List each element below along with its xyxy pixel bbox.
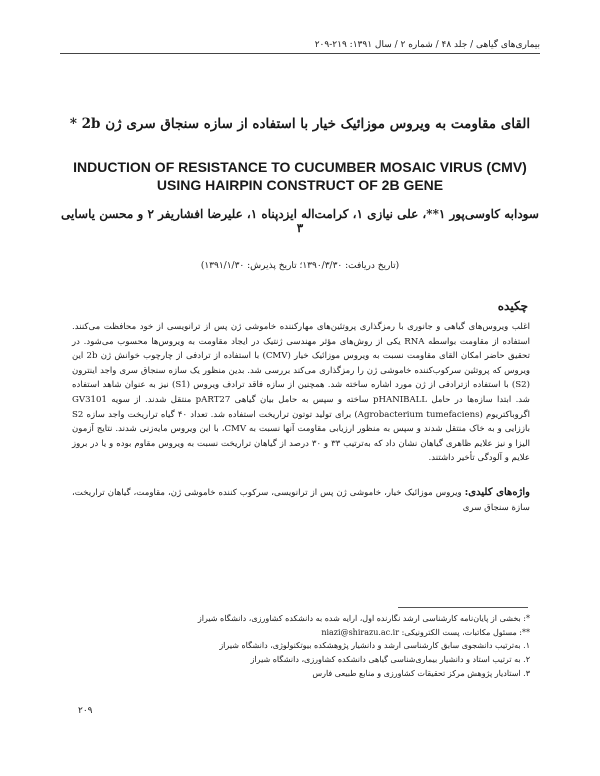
keywords-label: واژه‌های کلیدی: — [464, 487, 530, 498]
keywords-list: ویروس موزائیک خیار، خاموشی ژن پس از ترانویسی، سرکوب کننده خاموشی ژن، مقاومت، گیاهان تراریخت، سازة سنجاق سری — [72, 488, 530, 513]
page-number: ۲۰۹ — [78, 706, 93, 716]
abstract-heading: چکیده — [497, 299, 528, 313]
persian-title: القای مقاومت به ویروس موزائیک خیار با استفاده از سازه سنجاق سری ژن 2b * — [69, 116, 531, 132]
abstract-body: اغلب ویروس‌های گیاهی و جانوری با رمزگذاری پروتئین‌های مهارکننده خاموشی ژن پس از ترانویسی از خود محافظت می‌کنند. استفاده از مقاومت بواسطه RNA یکی از روش‌های مؤثر مهندسی ژنتیک در ایجاد مقاومت به ویروس‌ها محسوب می‌شود. در تحقیق حاضر امکان القای مقاومت نسبت به ویروس موزائیک خیار (CMV) با استفاده از ترادفی از چارچوب خوانش ژن 2b این ویروس که پروتئین سرکوب‌کننده خاموشی ژن را رمزگذاری می‌کند بررسی شد. بدین منظور یک سازه سنجاق سری واجد اینترون (S2) با استفاده ازترادفی از ژن مورد اشاره ساخته شد. همچنین از سازه فاقد ترادف ویروس (S1) نیز به عنوان شاهد استفاده شد. ابتدا سازه‌ها در حامل pHANIBALL ساخته و سپس به حامل بیان گیاهی pART27 منتقل شدند. از سویه GV3101 اگروباکتریوم (Agrobacterium tumefaciens) برای تولید توتون تراریخت استفاده شد. تعداد ۴۰ گیاه تراریخت واجد سازه S2 باززایی و به خاک منتقل شدند و سپس به منظور ارزیابی مقاومت آنها نسبت به CMV، با این ویروس مایه‌زنی شدند. نتایج آزمون الیزا و نیز علایم ظاهری گیاهان نشان داد که به‌ترتیب ۳۳ و ۳۰ درصد از گیاهان تراریخت نسبت به ویروس مقاوم بوده و یا در بروز علایم و آلودگی تأخیر داشتند. — [72, 322, 531, 464]
keywords-section — [72, 485, 530, 516]
footnote-affiliation-3: ۳. استادیار پژوهش مرکز تحقیقات کشاورزی و منابع طبیعی فارس — [312, 668, 530, 678]
footnote-divider — [398, 607, 528, 608]
footnote-thesis: *: بخشی از پایان‌نامه کارشناسی ارشد نگارنده اول، ارایه شده به دانشکده کشاورزی، دانشگاه شیراز — [197, 614, 530, 623]
received-accepted-dates: (تاریخ دریافت: ۱۳۹۰/۳/۳۰؛ تاریخ پذیرش: ۱۳۹۱/۱/۳۰) — [200, 261, 400, 271]
running-header: بیماری‌های گیاهی / جلد ۴۸ / شماره ۲ / سال ۱۳۹۱: ۲۱۹-۲۰۹ — [60, 40, 540, 54]
footnotes — [72, 612, 530, 681]
footnote-affiliation-2: ۲. به ترتیب استاد و دانشیار بیماری‌شناسی گیاهی دانشکده کشاورزی، دانشگاه شیراز — [250, 655, 530, 665]
authors: سودابه کاوسی‌پور ۱**، علی نیازی ۱، کرامت‌اله ایزدپناه ۱، علیرضا افشاریفر ۲ و محسن یاسایی ۳ — [61, 207, 539, 235]
footnote-correspondence: **: مسئول مکاتبات، پست الکترونیکی: niazi@shirazu.ac.ir — [321, 627, 530, 637]
footnote-affiliation-1: ۱. به‌ترتیب دانشجوی سابق کارشناسی ارشد و دانشیار پژوهشکده بیوتکنولوژی، دانشگاه شیراز — [219, 641, 530, 651]
english-title: INDUCTION OF RESISTANCE TO CUCUMBER MOSAIC VIRUS (CMV) USING HAIRPIN CONSTRUCT OF 2B GENE — [73, 159, 527, 193]
